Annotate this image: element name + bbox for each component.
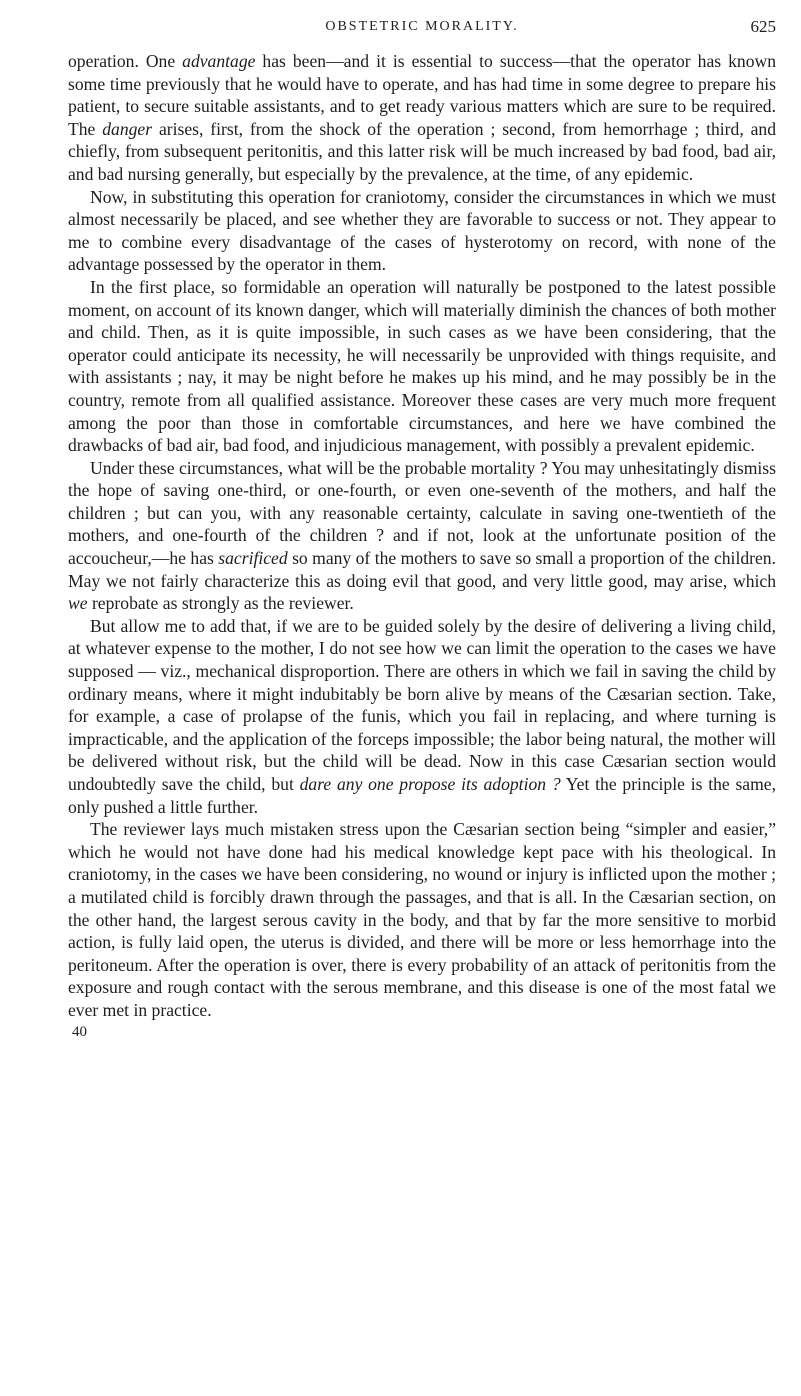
italic-text: danger <box>102 118 153 139</box>
paragraph <box>68 50 776 186</box>
text-run: Now, in substituting this operation for craniotomy, consider the circumstances in which we must almost necessarily be placed, and see whether they are favorable to success or not. They appear to me to combine every disadvantage of the cases of hysterotomy on record, with none of the advantage possessed by the operator in them. <box>68 186 776 275</box>
text-run: In the first place, so formidable an operation will naturally be postponed to the latest possible moment, on account of its known danger, which will materially diminish the chances of both mother and child. Then, as it is quite impossible, in such cases as we have been considering, that the operator could anticipate its necessity, he will necessarily be unprovided with things requisite, and with assistants ; nay, it may be night before he makes up his mind, and he may possibly be in the country, remote from all qualified assistance. Moreover these cases are very much more frequent among the poor than those in comfortable circumstances, and here we have combined the drawbacks of bad air, bad food, and injudicious management, with possibly a prevalent epidemic. <box>68 276 776 456</box>
page-header <box>68 16 776 40</box>
italic-text: advantage <box>182 51 256 71</box>
paragraph <box>68 457 776 615</box>
text-run: so many of the mothers to save so small a proportion of the children. May we not fairly characterize this as doing evil that good, and very little good, may arise, which <box>68 548 776 591</box>
signature-mark: 40 <box>72 1023 87 1040</box>
text-run: arises, first, from the shock of the operation ; second, from hemorrhage ; third, and chiefly, from subsequent peritonitis, and this latter risk will be much increased by bad food, bad air, and bad nursing generally, but especially by the prevalence, at the time, of any epidemic. <box>68 118 776 184</box>
text-run: Yet the principle is the same, only pushed a little further. <box>68 774 777 817</box>
italic-text: we <box>68 593 88 614</box>
italic-text: dare any one propose its adoption ? <box>299 774 561 794</box>
italic-text: sacrificed <box>218 548 288 569</box>
paragraph <box>68 818 776 1021</box>
paragraph <box>68 615 776 818</box>
text-run: But allow me to add that, if we are to be guided solely by the desire of delivering a living child, at whatever expense to the mother, I do not see how we can limit the operation to the cases we have supposed — viz., mechanical disproportion. There are others in which we fail in saving the child by ordinary means, where it might indubitably be born alive by means of the Cæsarian section. Take, for example, a case of prolapse of the funis, which you fail in replacing, and where turning is impracticable, and the application of the forceps impossible; the labor being natural, the mother will be delivered without risk, but the child will be dead. Now in this case Cæsarian section would undoubtedly save the child, but <box>68 615 776 794</box>
text-run: operation. One <box>68 51 183 71</box>
text-run: The reviewer lays much mistaken stress upon the Cæsarian section being “simpler and easier,” which he would not have done had his medical knowledge kept pace with his theological. In craniotomy, in the cases we have been considering, no wound or injury is inflicted upon the mother ; a mutilated child is forcibly drawn through the passages, and that is all. In the Cæsarian section, on the other hand, the largest serous cavity in the body, and that by far the more sensitive to morbid action, is fully laid open, the uterus is divided, and there will be more or less hemorrhage into the peritoneum. After the operation is over, there is every probability of an attack of peritonitis from the exposure and rough contact with the serous membrane, and this disease is one of the most fatal we ever met in practice. <box>68 819 776 1020</box>
body-text <box>68 50 776 1042</box>
text-run: reprobate as strongly as the reviewer. <box>87 593 354 614</box>
text-run: has been—and it is essential to success—that the operator has known some time previously that he would have to operate, and has had time in some degree to prepare his patient, to secure suitable assistants, and to get ready various matters which are sure to be required. The <box>68 51 776 139</box>
running-head: OBSTETRIC MORALITY. <box>325 19 519 34</box>
page-number: 625 <box>750 17 776 36</box>
text-run: Under these circumstances, what will be the probable mortality ? You may unhesitatingly dismiss the hope of saving one-third, or one-fourth, or even one-seventh of the mothers, and half the children ; but can you, with any reasonable certainty, calculate in saving one-twentieth of the mothers, and one-fourth of the children ? and if not, look at the unfortunate position of the accoucheur,—he has <box>68 457 776 569</box>
paragraph <box>68 186 776 276</box>
paragraph <box>68 276 776 457</box>
